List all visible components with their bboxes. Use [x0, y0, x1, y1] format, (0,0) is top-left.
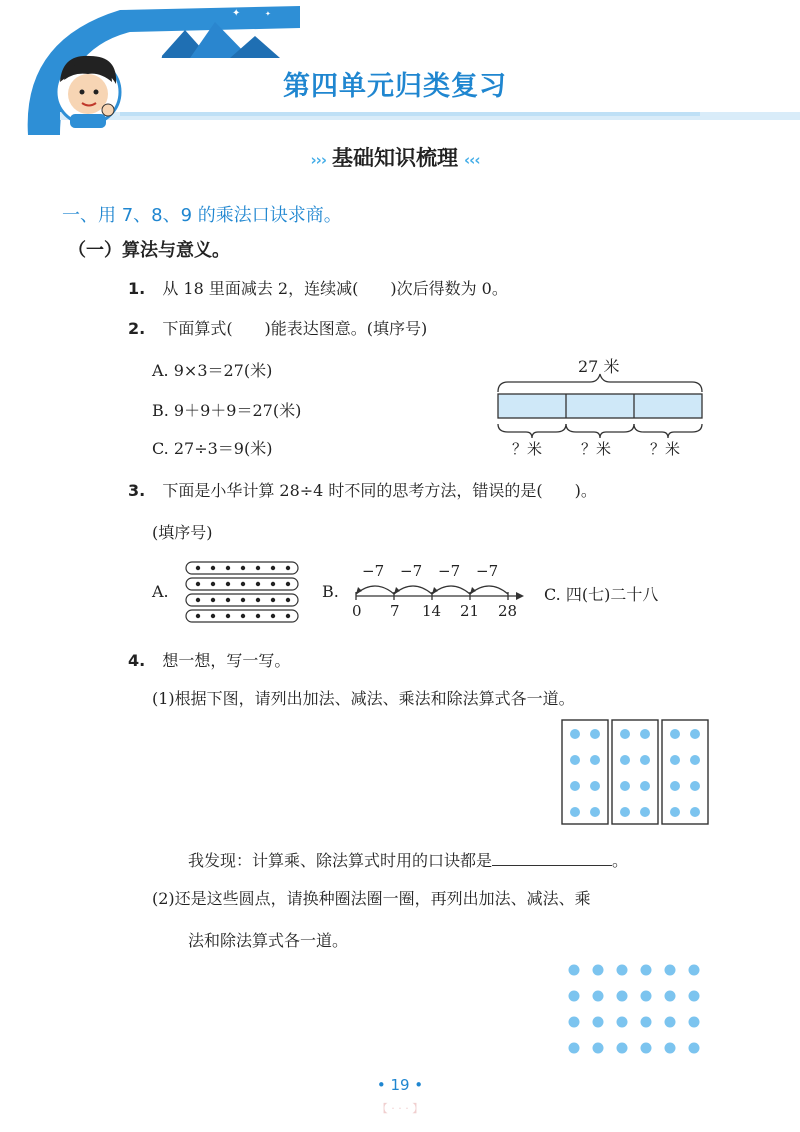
dot	[689, 1043, 700, 1054]
dot	[590, 807, 600, 817]
dot	[641, 1017, 652, 1028]
section-title-text: 基础知识梳理	[332, 146, 458, 170]
jump-labels	[350, 562, 530, 582]
arrow-head	[356, 587, 362, 594]
dot	[241, 598, 245, 602]
jump-label: −7	[438, 562, 461, 580]
option-c: C. 27÷3＝9(米)	[152, 439, 273, 458]
dot	[665, 1043, 676, 1054]
option-b: B. 9＋9＋9＝27(米)	[152, 401, 302, 420]
jump-arc	[356, 586, 394, 594]
question-3	[128, 478, 597, 501]
dot	[570, 729, 580, 739]
dot	[640, 729, 650, 739]
dot	[620, 729, 630, 739]
section-title	[0, 142, 790, 172]
answer-blank[interactable]	[492, 851, 612, 866]
dot	[617, 1017, 628, 1028]
question-1	[128, 276, 508, 299]
dot	[569, 1017, 580, 1028]
dot	[286, 566, 290, 570]
dot	[256, 598, 260, 602]
part-label: ？米	[650, 440, 681, 458]
question-part-2-line-2: 法和除法算式各一道。	[188, 931, 349, 950]
jump-label: −7	[400, 562, 423, 580]
part-label: ？米	[581, 440, 612, 458]
question-part-2-line-1: (2)还是这些圆点，请换种圈法圈一圈，再列出加法、减法、乘	[152, 889, 591, 908]
question-text: 下面是小华计算 28÷4 时不同的思考方法，错误的是( )。	[162, 481, 597, 500]
question-number: 2.	[128, 319, 146, 338]
dot	[617, 965, 628, 976]
dot	[226, 582, 230, 586]
question-text: 想一想，写一写。	[162, 651, 291, 670]
chevron-left-icon: ‹‹‹	[464, 151, 480, 169]
dot-box	[562, 720, 608, 824]
dot	[590, 781, 600, 791]
jump-arc	[432, 586, 470, 594]
dot	[211, 598, 215, 602]
tick-label: 0	[352, 602, 362, 620]
dot	[196, 566, 200, 570]
dot	[689, 991, 700, 1002]
dot	[620, 781, 630, 791]
dot	[196, 598, 200, 602]
dot	[641, 965, 652, 976]
question-4	[128, 648, 290, 671]
dot	[286, 598, 290, 602]
footer-watermark: 【 · · · 】	[376, 1102, 424, 1115]
option-c-label: C. 四(七)二十八	[544, 585, 659, 604]
dot	[286, 614, 290, 618]
question-number: 3.	[128, 481, 146, 500]
tick-label: 28	[498, 602, 518, 620]
dot	[226, 566, 230, 570]
dot	[670, 729, 680, 739]
dot	[690, 807, 700, 817]
dot	[256, 614, 260, 618]
chevron-right-icon: ›››	[310, 151, 326, 169]
dot	[641, 991, 652, 1002]
dot	[590, 729, 600, 739]
dot	[241, 566, 245, 570]
jump-arc	[394, 586, 432, 594]
dot	[593, 991, 604, 1002]
option-a: A. 9×3＝27(米)	[152, 361, 273, 380]
tick-labels	[350, 602, 530, 622]
jump-arc	[470, 586, 508, 594]
dot	[271, 582, 275, 586]
question-text: 下面算式( )能表达图意。(填序号)	[162, 319, 428, 338]
dot	[256, 582, 260, 586]
dot	[570, 755, 580, 765]
dot	[665, 965, 676, 976]
dot	[196, 614, 200, 618]
discover-prefix: 我发现：计算乘、除法算式时用的口诀都是	[188, 851, 493, 870]
diagram-total-label: 27 米	[578, 357, 620, 376]
dot	[570, 781, 580, 791]
page-number: • 19 •	[376, 1076, 424, 1094]
dot-groups-diagram	[184, 558, 302, 624]
sub-heading: （一）算法与意义。	[68, 240, 230, 261]
dot	[211, 582, 215, 586]
discover-sentence	[188, 848, 628, 871]
dot	[620, 807, 630, 817]
dot	[670, 755, 680, 765]
dot	[665, 1017, 676, 1028]
dot	[271, 614, 275, 618]
dot	[241, 614, 245, 618]
dot	[569, 1043, 580, 1054]
dot-box	[612, 720, 658, 824]
dot	[226, 598, 230, 602]
dot	[211, 566, 215, 570]
jump-label: −7	[476, 562, 499, 580]
dot	[569, 965, 580, 976]
option-b-label: B.	[322, 582, 339, 601]
question-text: 从 18 里面减去 2，连续减( )次后得数为 0。	[162, 279, 508, 298]
question-part-1: (1)根据下图，请列出加法、减法、乘法和除法算式各一道。	[152, 689, 575, 708]
dot	[617, 991, 628, 1002]
tick-label: 14	[422, 602, 442, 620]
dot	[241, 582, 245, 586]
dot	[593, 1043, 604, 1054]
dot	[286, 582, 290, 586]
arrow-head	[394, 587, 400, 594]
jump-label: −7	[362, 562, 385, 580]
dot	[689, 965, 700, 976]
svg-text:✦: ✦	[265, 10, 271, 18]
dot	[593, 965, 604, 976]
dot	[620, 755, 630, 765]
boxed-dot-groups	[560, 718, 714, 828]
dot-box	[662, 720, 708, 824]
dot	[271, 566, 275, 570]
dot	[569, 991, 580, 1002]
dot	[689, 1017, 700, 1028]
dot	[690, 729, 700, 739]
dot	[640, 807, 650, 817]
tick-label: 7	[390, 602, 400, 620]
tick-label: 21	[460, 602, 480, 620]
svg-text:✦: ✦	[232, 8, 241, 19]
dot	[570, 807, 580, 817]
chapter-title: 第四单元归类复习	[283, 71, 507, 102]
dot	[617, 1043, 628, 1054]
dot	[640, 755, 650, 765]
dot	[196, 582, 200, 586]
discover-suffix: 。	[612, 851, 629, 870]
dot-grid	[560, 958, 710, 1064]
option-a-label: A.	[152, 582, 169, 601]
dot	[665, 991, 676, 1002]
arrow-head	[432, 587, 438, 594]
question-note: (填序号)	[152, 523, 213, 542]
dot	[256, 566, 260, 570]
dot	[590, 755, 600, 765]
dot	[690, 755, 700, 765]
dot	[641, 1043, 652, 1054]
arrow-head	[470, 587, 476, 594]
dot	[226, 614, 230, 618]
question-number: 1.	[128, 279, 146, 298]
dot	[690, 781, 700, 791]
dot	[640, 781, 650, 791]
question-number: 4.	[128, 651, 146, 670]
dot	[670, 781, 680, 791]
question-2	[128, 316, 427, 339]
dot	[271, 598, 275, 602]
part-label: ？米	[512, 440, 543, 458]
dot	[670, 807, 680, 817]
dot	[593, 1017, 604, 1028]
dot	[211, 614, 215, 618]
part-heading: 一、用 7、8、9 的乘法口诀求商。	[62, 205, 342, 226]
